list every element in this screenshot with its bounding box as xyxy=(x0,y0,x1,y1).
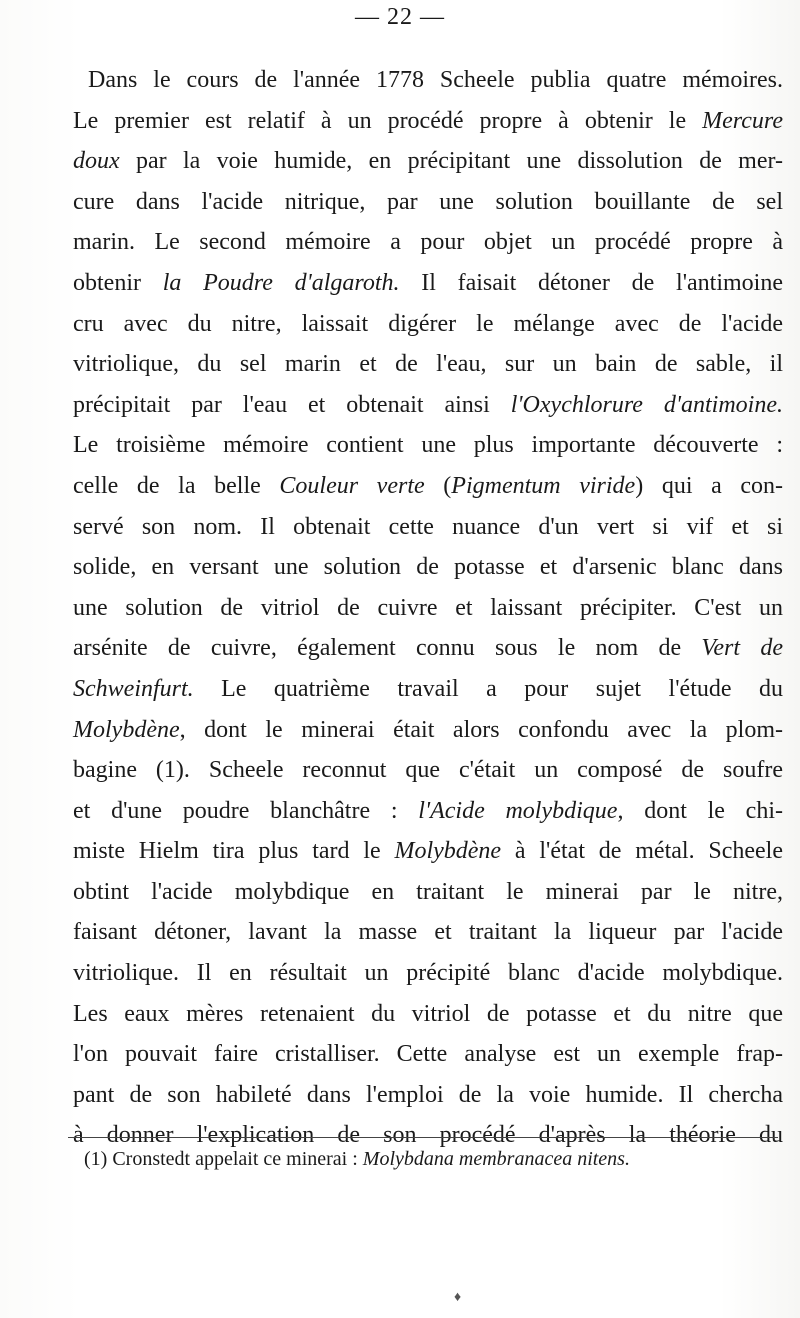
text-run: bagine (1). Scheele reconnut que c'était un composé de soufre xyxy=(73,757,783,784)
text-line xyxy=(73,710,783,751)
italic-run: Molybdène xyxy=(394,838,502,865)
italic-run: l'Oxychlorure d'antimoine. xyxy=(510,391,783,418)
text-line xyxy=(73,750,783,791)
text-line xyxy=(73,466,783,507)
text-run: obtint l'acide molybdique en traitant le minerai par le nitre, xyxy=(73,878,783,905)
italic-run: l'Acide molybdique xyxy=(418,797,618,824)
text-run: , dont le minerai était alors confondu avec la plom- xyxy=(179,716,783,743)
text-run: celle de la belle xyxy=(73,472,280,499)
text-run: cru avec du nitre, laissait digérer le mélange avec de l'acide xyxy=(73,310,783,337)
text-run: précipitait par l'eau et obtenait ainsi xyxy=(73,391,511,418)
text-line xyxy=(73,304,783,345)
text-run: par la voie humide, en précipitant une dissolution de mer- xyxy=(119,148,783,175)
text-line xyxy=(73,791,783,832)
text-run: Dans le cours de l'année 1778 Scheele publia quatre mémoires. xyxy=(88,67,783,93)
text-run: une solution de vitriol de cuivre et laissant précipiter. C'est un xyxy=(73,594,783,621)
italic-run: doux xyxy=(73,148,120,175)
text-line xyxy=(73,101,783,142)
body-paragraph xyxy=(73,60,783,1156)
text-run: cure dans l'acide nitrique, par une solution bouillante de sel xyxy=(73,188,783,215)
text-line xyxy=(73,507,783,548)
text-line xyxy=(73,344,783,385)
text-line xyxy=(73,60,783,101)
text-line xyxy=(73,222,783,263)
text-run: vitriolique. Il en résultait un précipité blanc d'acide molybdique. xyxy=(73,960,783,987)
text-run: , dont le chi- xyxy=(617,797,783,824)
text-line xyxy=(73,385,783,426)
text-run: obtenir xyxy=(73,269,163,296)
text-run: pant de son habileté dans l'emploi de la voie humide. Il chercha xyxy=(73,1081,783,1108)
text-line xyxy=(73,547,783,588)
italic-run: Vert de xyxy=(701,635,784,662)
text-run: Il faisait détoner de l'antimoine xyxy=(399,269,783,296)
text-line xyxy=(73,669,783,710)
text-run: miste Hielm tira plus tard le xyxy=(73,838,395,865)
italic-run: Molybdène xyxy=(73,716,180,743)
text-line xyxy=(73,912,783,953)
text-line xyxy=(73,141,783,182)
text-run: à donner l'explication de son procédé d'après la théorie du xyxy=(73,1122,783,1149)
italic-run: Schweinfurt. xyxy=(73,675,194,702)
text-line xyxy=(73,831,783,872)
footnote-separator xyxy=(68,1137,778,1138)
text-run: Le premier est relatif à un procédé propre à obtenir le xyxy=(73,107,703,134)
text-line xyxy=(73,425,783,466)
footnote-text: Cronstedt appelait ce minerai : xyxy=(107,1148,363,1170)
text-run: ) qui a con- xyxy=(635,472,784,499)
text-run: vitriolique, du sel marin et de l'eau, sur un bain de sable, il xyxy=(73,351,783,378)
text-run: arsénite de cuivre, également connu sous le nom de xyxy=(73,635,702,662)
text-run: ( xyxy=(424,472,452,499)
italic-run: Pigmentum viride xyxy=(451,472,636,499)
text-run: et d'une poudre blanchâtre : xyxy=(73,797,419,824)
text-line xyxy=(73,872,783,913)
text-line xyxy=(73,628,783,669)
text-run: l'on pouvait faire cristalliser. Cette analyse est un exemple frap- xyxy=(73,1041,783,1068)
stray-ink-mark: ♦ xyxy=(454,1290,462,1305)
italic-run: Couleur verte xyxy=(279,472,425,499)
text-run: à l'état de métal. Scheele xyxy=(501,838,784,865)
text-run: servé son nom. Il obtenait cette nuance d'un vert si vif et si xyxy=(73,513,783,540)
text-line xyxy=(73,953,783,994)
text-line xyxy=(73,263,783,304)
text-run: Le troisième mémoire contient une plus importante découverte : xyxy=(73,432,783,459)
text-line xyxy=(73,994,783,1035)
text-run: marin. Le second mémoire a pour objet un procédé propre à xyxy=(73,229,783,256)
footnote-italic: Molybdana membranacea nitens. xyxy=(362,1148,630,1170)
text-line xyxy=(73,1034,783,1075)
footnote xyxy=(84,1148,784,1171)
italic-run: la Poudre d'algaroth. xyxy=(162,269,400,296)
text-run: Les eaux mères retenaient du vitriol de potasse et du nitre que xyxy=(73,1000,783,1027)
text-line xyxy=(73,182,783,223)
text-run: faisant détoner, lavant la masse et traitant la liqueur par l'acide xyxy=(73,919,783,946)
text-line xyxy=(73,1075,783,1116)
page-number: — 22 — xyxy=(355,4,445,30)
footnote-marker: (1) xyxy=(84,1148,108,1170)
italic-run: Mercure xyxy=(702,107,783,134)
text-run: solide, en versant une solution de potasse et d'arsenic blanc dans xyxy=(73,554,783,581)
text-line xyxy=(73,588,783,629)
text-run: Le quatrième travail a pour sujet l'étude du xyxy=(193,675,783,702)
